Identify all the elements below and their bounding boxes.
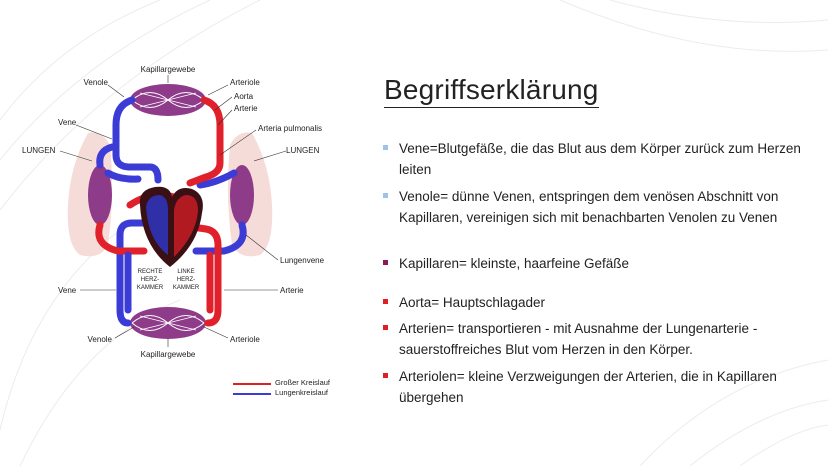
bullet-square (383, 299, 388, 304)
legend-line-lungenkreislauf (233, 393, 271, 395)
label-kapillargewebe-bottom: Kapillargewebe (140, 350, 196, 359)
bullet-square (383, 373, 388, 378)
list-item: Arteriolen= kleine Verzweigungen der Arterien, die in Kapillaren übergehen (383, 366, 803, 408)
legend-label-grosser-kreislauf: Großer Kreislauf (275, 378, 331, 387)
label-vene-top: Vene (58, 118, 77, 127)
list-item: Vene=Blutgefäße, die das Blut aus dem Körper zurück zum Herzen leiten (383, 138, 803, 180)
list-item: Venole= dünne Venen, entspringen dem venösen Abschnitt von Kapillaren, vereinigen sich mit benachbarten Venolen zu Venen (383, 186, 803, 228)
label-arterie-top: Arterie (234, 104, 258, 113)
capillary-bed-top (130, 84, 206, 116)
label-arteriole-bottom: Arteriole (230, 335, 260, 344)
label-kapillargewebe-top: Kapillargewebe (140, 65, 196, 74)
slide-title: Begriffserklärung (384, 73, 599, 108)
legend-line-grosser-kreislauf (233, 383, 271, 385)
bullet-square (383, 193, 388, 198)
list-item: Kapillaren= kleinste, haarfeine Gefäße (383, 253, 803, 274)
bullet-square (383, 260, 388, 265)
label-lungen-left: LUNGEN (22, 146, 56, 155)
label-arteriole-top: Arteriole (230, 78, 260, 87)
label-rechte-3: KAMMER (136, 285, 164, 291)
bullet-square (383, 325, 388, 330)
label-arterie-bottom: Arterie (280, 286, 304, 295)
label-venole-top: Venole (83, 78, 108, 87)
list-item: Aorta= Hauptschlagader (383, 292, 803, 313)
label-rechte-1: RECHTE (137, 269, 163, 275)
label-linke-2: HERZ- (176, 277, 196, 283)
label-rechte-2: HERZ- (140, 277, 160, 283)
label-venole-bottom: Venole (87, 335, 112, 344)
label-lungenvene: Lungenvene (280, 256, 325, 265)
label-arteria-pulmonalis: Arteria pulmonalis (258, 124, 323, 133)
label-linke-1: LINKE (177, 269, 195, 275)
label-lungen-right: LUNGEN (286, 146, 320, 155)
bullet-square (383, 145, 388, 150)
circulation-diagram (20, 55, 370, 405)
label-linke-3: KAMMER (172, 285, 200, 291)
label-vene-bottom: Vene (58, 286, 77, 295)
label-aorta: Aorta (234, 92, 254, 101)
list-item: Arterien= transportieren - mit Ausnahme der Lungenarterie - sauerstoffreiches Blut vom Herzen in den Körper. (383, 318, 803, 360)
legend-label-lungenkreislauf: Lungenkreislauf (275, 388, 328, 397)
capillary-bed-bottom (130, 307, 206, 339)
